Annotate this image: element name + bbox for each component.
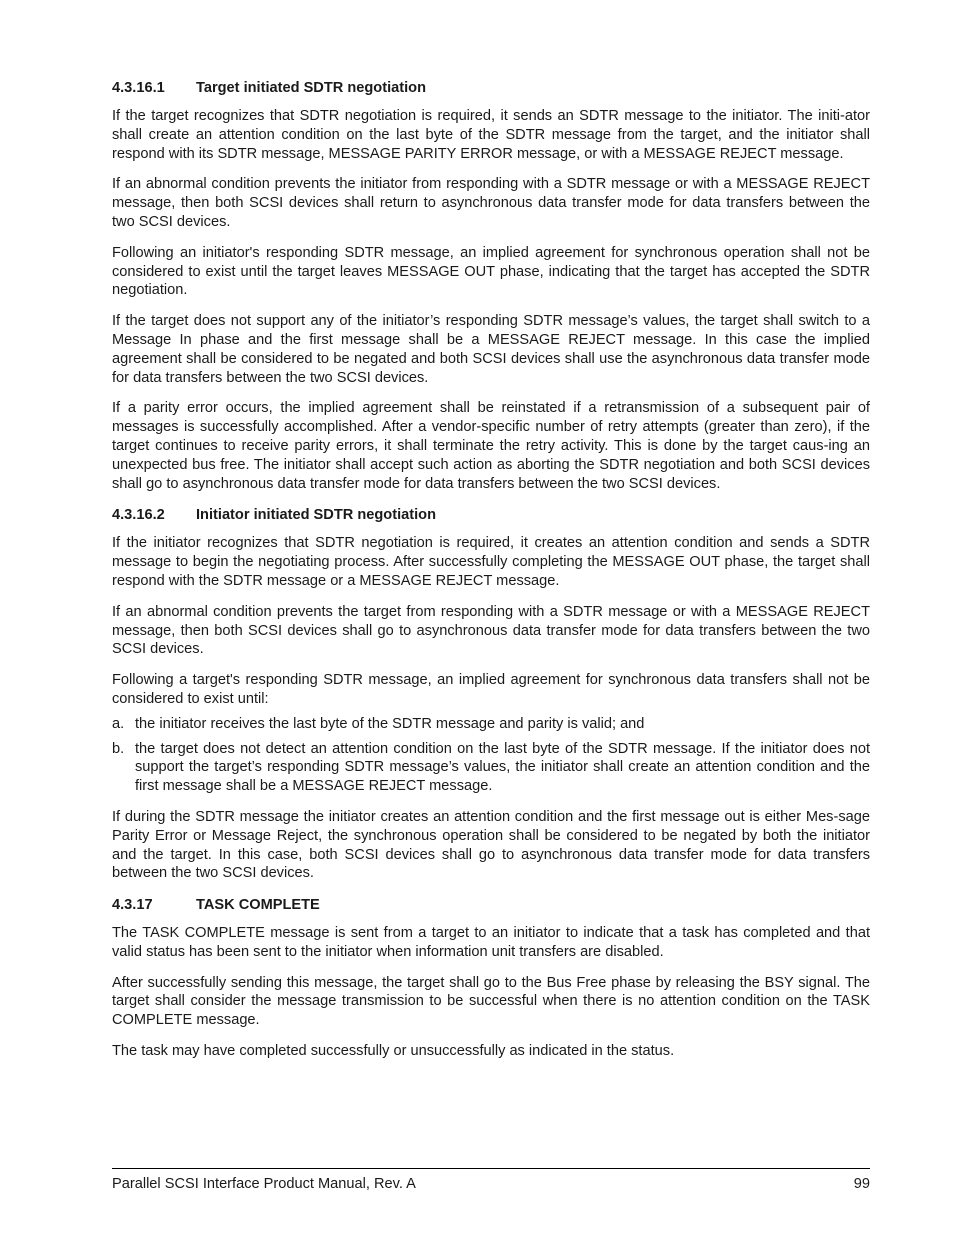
section-heading-4-3-17: [112, 895, 870, 915]
paragraph: If the target does not support any of the initiator’s responding SDTR message’s values, the target shall switch to a Message In phase and the first message shall be a MESSAGE REJECT message. In this case the implied agreement shall be considered to be negated and both SCSI devices shall use the asynchronous data transfer mode for data transfers between the two SCSI devices.: [112, 313, 870, 386]
paragraph: If an abnormal condition prevents the initiator from responding with a SDTR message or with a MESSAGE REJECT message, then both SCSI devices shall return to asynchronous data transfer mode for data transfers between the two SCSI devices.: [112, 176, 870, 230]
paragraph: After successfully sending this message, the target shall go to the Bus Free phase by releasing the BSY signal. The target shall consider the message transmission to be successful when there is no attention condition on the TASK COMPLETE message.: [112, 974, 870, 1029]
footer-document-title: Parallel SCSI Interface Product Manual, Rev. A: [112, 1176, 416, 1192]
paragraph: If a parity error occurs, the implied agreement shall be reinstated if a retransmission of a subsequent pair of messages is successfully accomplished. After a vendor-specific number of retry attempts (greater than zero), if the target continues to receive parity errors, it shall terminate the retry activity. This is done by the target caus-ing an unexpected bus free. The initiator shall accept such action as aborting the SDTR negotiation and both SCSI devices shall go to asynchronous data transfer mode for data transfers between the two SCSI devices.: [112, 400, 870, 492]
paragraph: If the target recognizes that SDTR negotiation is required, it sends an SDTR message to the initiator. The initi-ator shall create an attention condition on the last byte of the SDTR message from the target, and the initiator shall respond with its SDTR message, MESSAGE PARITY ERROR message, or with a MESSAGE REJECT message.: [112, 108, 870, 162]
paragraph: The task may have completed successfully or unsuccessfully as indicated in the status.: [112, 1043, 675, 1060]
section-title: Target initiated SDTR negotiation: [196, 80, 426, 96]
section-number: 4.3.16.1: [112, 80, 165, 96]
document-page: [112, 78, 870, 1073]
list-marker: b.: [112, 740, 125, 757]
list-marker: a.: [112, 715, 125, 732]
paragraph: If an abnormal condition prevents the target from responding with a SDTR message or with a MESSAGE REJECT message, then both SCSI devices shall go to asynchronous data transfer mode for data transfers between the two SCSI devices.: [112, 603, 870, 658]
page-footer: [112, 1176, 870, 1192]
list-item: [112, 740, 870, 796]
footer-divider: [112, 1168, 870, 1169]
list-item-text: the initiator receives the last byte of the SDTR message and parity is valid; and: [135, 715, 645, 732]
paragraph: Following an initiator's responding SDTR message, an implied agreement for synchronous operation shall not be considered to exist until the target leaves MESSAGE OUT phase, indicating that the target has accepted the SDTR negotiation.: [112, 244, 870, 299]
condition-list: [112, 715, 870, 796]
list-item-text: the target does not detect an attention condition on the last byte of the SDTR message. If the initiator does not support the target’s responding SDTR message’s values, the initiator shall create an attention condition and the first message shall be a MESSAGE REJECT message.: [135, 740, 870, 795]
section-number: 4.3.16.2: [112, 507, 165, 524]
section-title: TASK COMPLETE: [196, 897, 320, 914]
list-item: [112, 715, 870, 734]
paragraph: Following a target's responding SDTR message, an implied agreement for synchronous data transfers shall not be considered to exist until:: [112, 672, 870, 707]
section-title: Initiator initiated SDTR negotiation: [196, 507, 436, 524]
section-heading-4-3-16-2: [112, 505, 870, 525]
paragraph: If during the SDTR message the initiator creates an attention condition and the first message out is either Mes-sage Parity Error or Message Reject, the synchronous operation shall be considered to be negated by both the initiator and the target. In this case, both SCSI devices shall go to asynchronous data transfer mode for data transfers between the two SCSI devices.: [112, 808, 870, 882]
paragraph: If the initiator recognizes that SDTR negotiation is required, it creates an attention condition and sends a SDTR message to begin the negotiating process. After successfully completing the MESSAGE OUT phase, the target shall respond with the SDTR message or a MESSAGE REJECT message.: [112, 535, 870, 589]
section-heading-4-3-16-1: [112, 78, 870, 98]
page-number: 99: [853, 1176, 870, 1192]
paragraph: The TASK COMPLETE message is sent from a target to an initiator to indicate that a task has completed and that valid status has been sent to the initiator when information unit transfers are disabled.: [112, 925, 870, 960]
section-number: 4.3.17: [112, 897, 153, 914]
